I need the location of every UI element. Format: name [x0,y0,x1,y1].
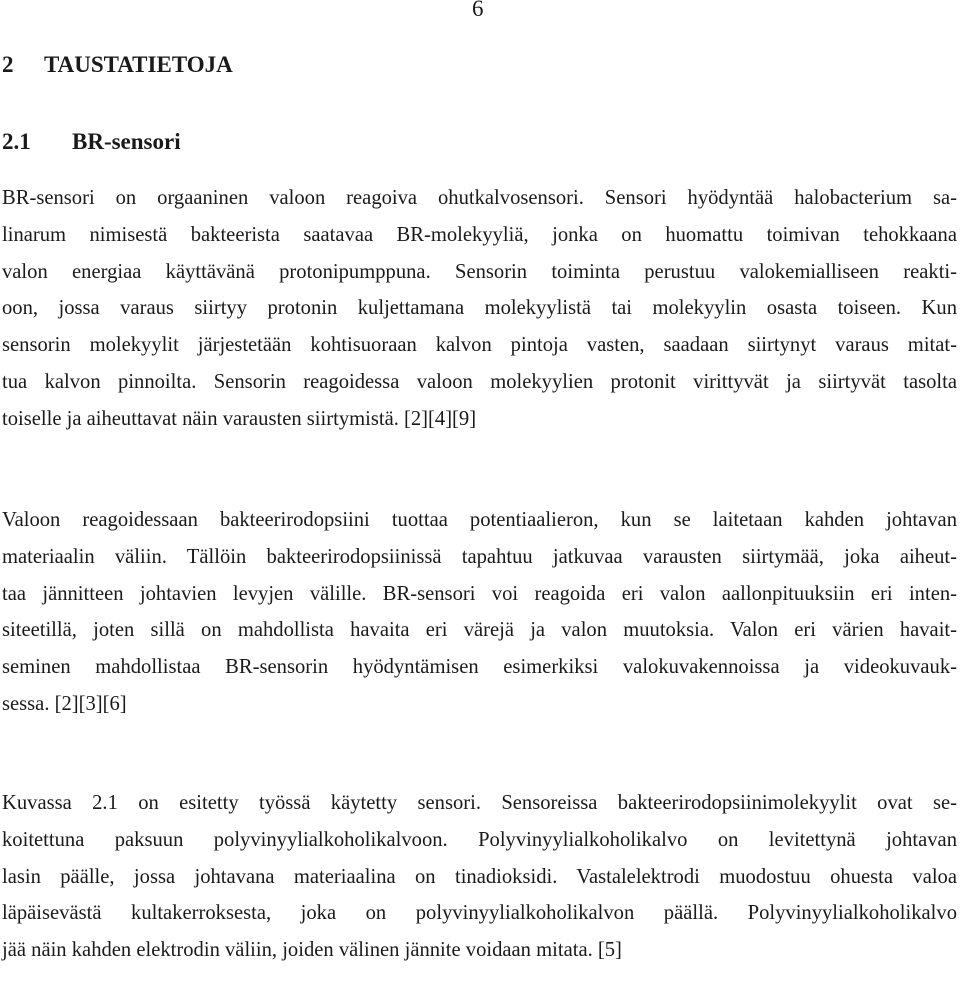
section-number: 2.1 [2,129,31,154]
paragraph-line: BR-sensori on orgaaninen valoon reagoiva ohutkalvosensori. Sensori hyödyntää halobacterium sa- [2,187,957,209]
paragraph-line: lasin päälle, jossa johtavana materiaalina on tinadioksidi. Vastalelektrodi muodostuu ohuesta valoa [2,865,957,888]
paragraph-3 [2,785,957,969]
paragraph-line: valon energiaa käyttävänä protonipumppuna. Sensorin toiminta perustuu valokemialliseen reakti- [2,260,957,283]
paragraph-line: linarum nimisestä bakteerista saatavaa BR-molekyyliä, jonka on huomattu toimivan tehokkaana [2,223,957,246]
paragraph-1 [2,180,957,438]
paragraph-line: koitettuna paksuun polyvinyylialkoholikalvoon. Polyvinyylialkoholikalvo on levitettynä johtavan [2,828,957,851]
chapter-title: TAUSTATIETOJA [44,52,233,77]
paragraph-line: läpäisevästä kultakerroksesta, joka on polyvinyylialkoholikalvon päällä. Polyvinyylialkoholikalvo [2,902,957,925]
paragraph-line: siteetillä, joten sillä on mahdollista havaita eri värejä ja valon muutoksia. Valon eri värien havait- [2,619,957,642]
page-number: 6 [472,0,484,21]
paragraph-line: Kuvassa 2.1 on esitetty työssä käytetty sensori. Sensoreissa bakteerirodopsiinimolekyylit ovat se- [2,792,957,814]
paragraph-line: sensorin molekyylit järjestetään kohtisuoraan kalvon pintoja vasten, saadaan siirtynyt varaus mitat- [2,334,957,357]
section-title: BR-sensori [72,129,181,154]
paragraph-line: seminen mahdollistaa BR-sensorin hyödyntämisen esimerkiksi valokuvakennoissa ja videokuvauk- [2,656,957,679]
paragraph-line: oon, jossa varaus siirtyy protonin kuljettamana molekyylistä tai molekyylin osasta toiseen. Kun [2,297,957,320]
section-heading [2,129,181,155]
paragraph-line: sessa. [2][3][6] [2,692,127,715]
paragraph-line: taa jännitteen johtavien levyjen välille. BR-sensori voi reagoida eri valon aallonpituuksiin eri inten- [2,582,957,605]
chapter-heading [2,52,233,78]
paragraph-2 [2,502,957,723]
paragraph-line: materiaalin väliin. Tällöin bakteerirodopsiinissä tapahtuu jatkuvaa varausten siirtymää, joka aiheut- [2,545,957,568]
chapter-number: 2 [2,52,14,77]
paragraph-line: toiselle ja aiheuttavat näin varausten siirtymistä. [2][4][9] [2,407,477,430]
paragraph-line: tua kalvon pinnoilta. Sensorin reagoidessa valoon molekyylien protonit virittyvät ja siirtyvät tasolta [2,370,957,393]
paragraph-line: Valoon reagoidessaan bakteerirodopsiini tuottaa potentiaalieron, kun se laitetaan kahden johtavan [2,509,957,531]
paragraph-line: jää näin kahden elektrodin väliin, joiden välinen jännite voidaan mitata. [5] [2,939,622,962]
